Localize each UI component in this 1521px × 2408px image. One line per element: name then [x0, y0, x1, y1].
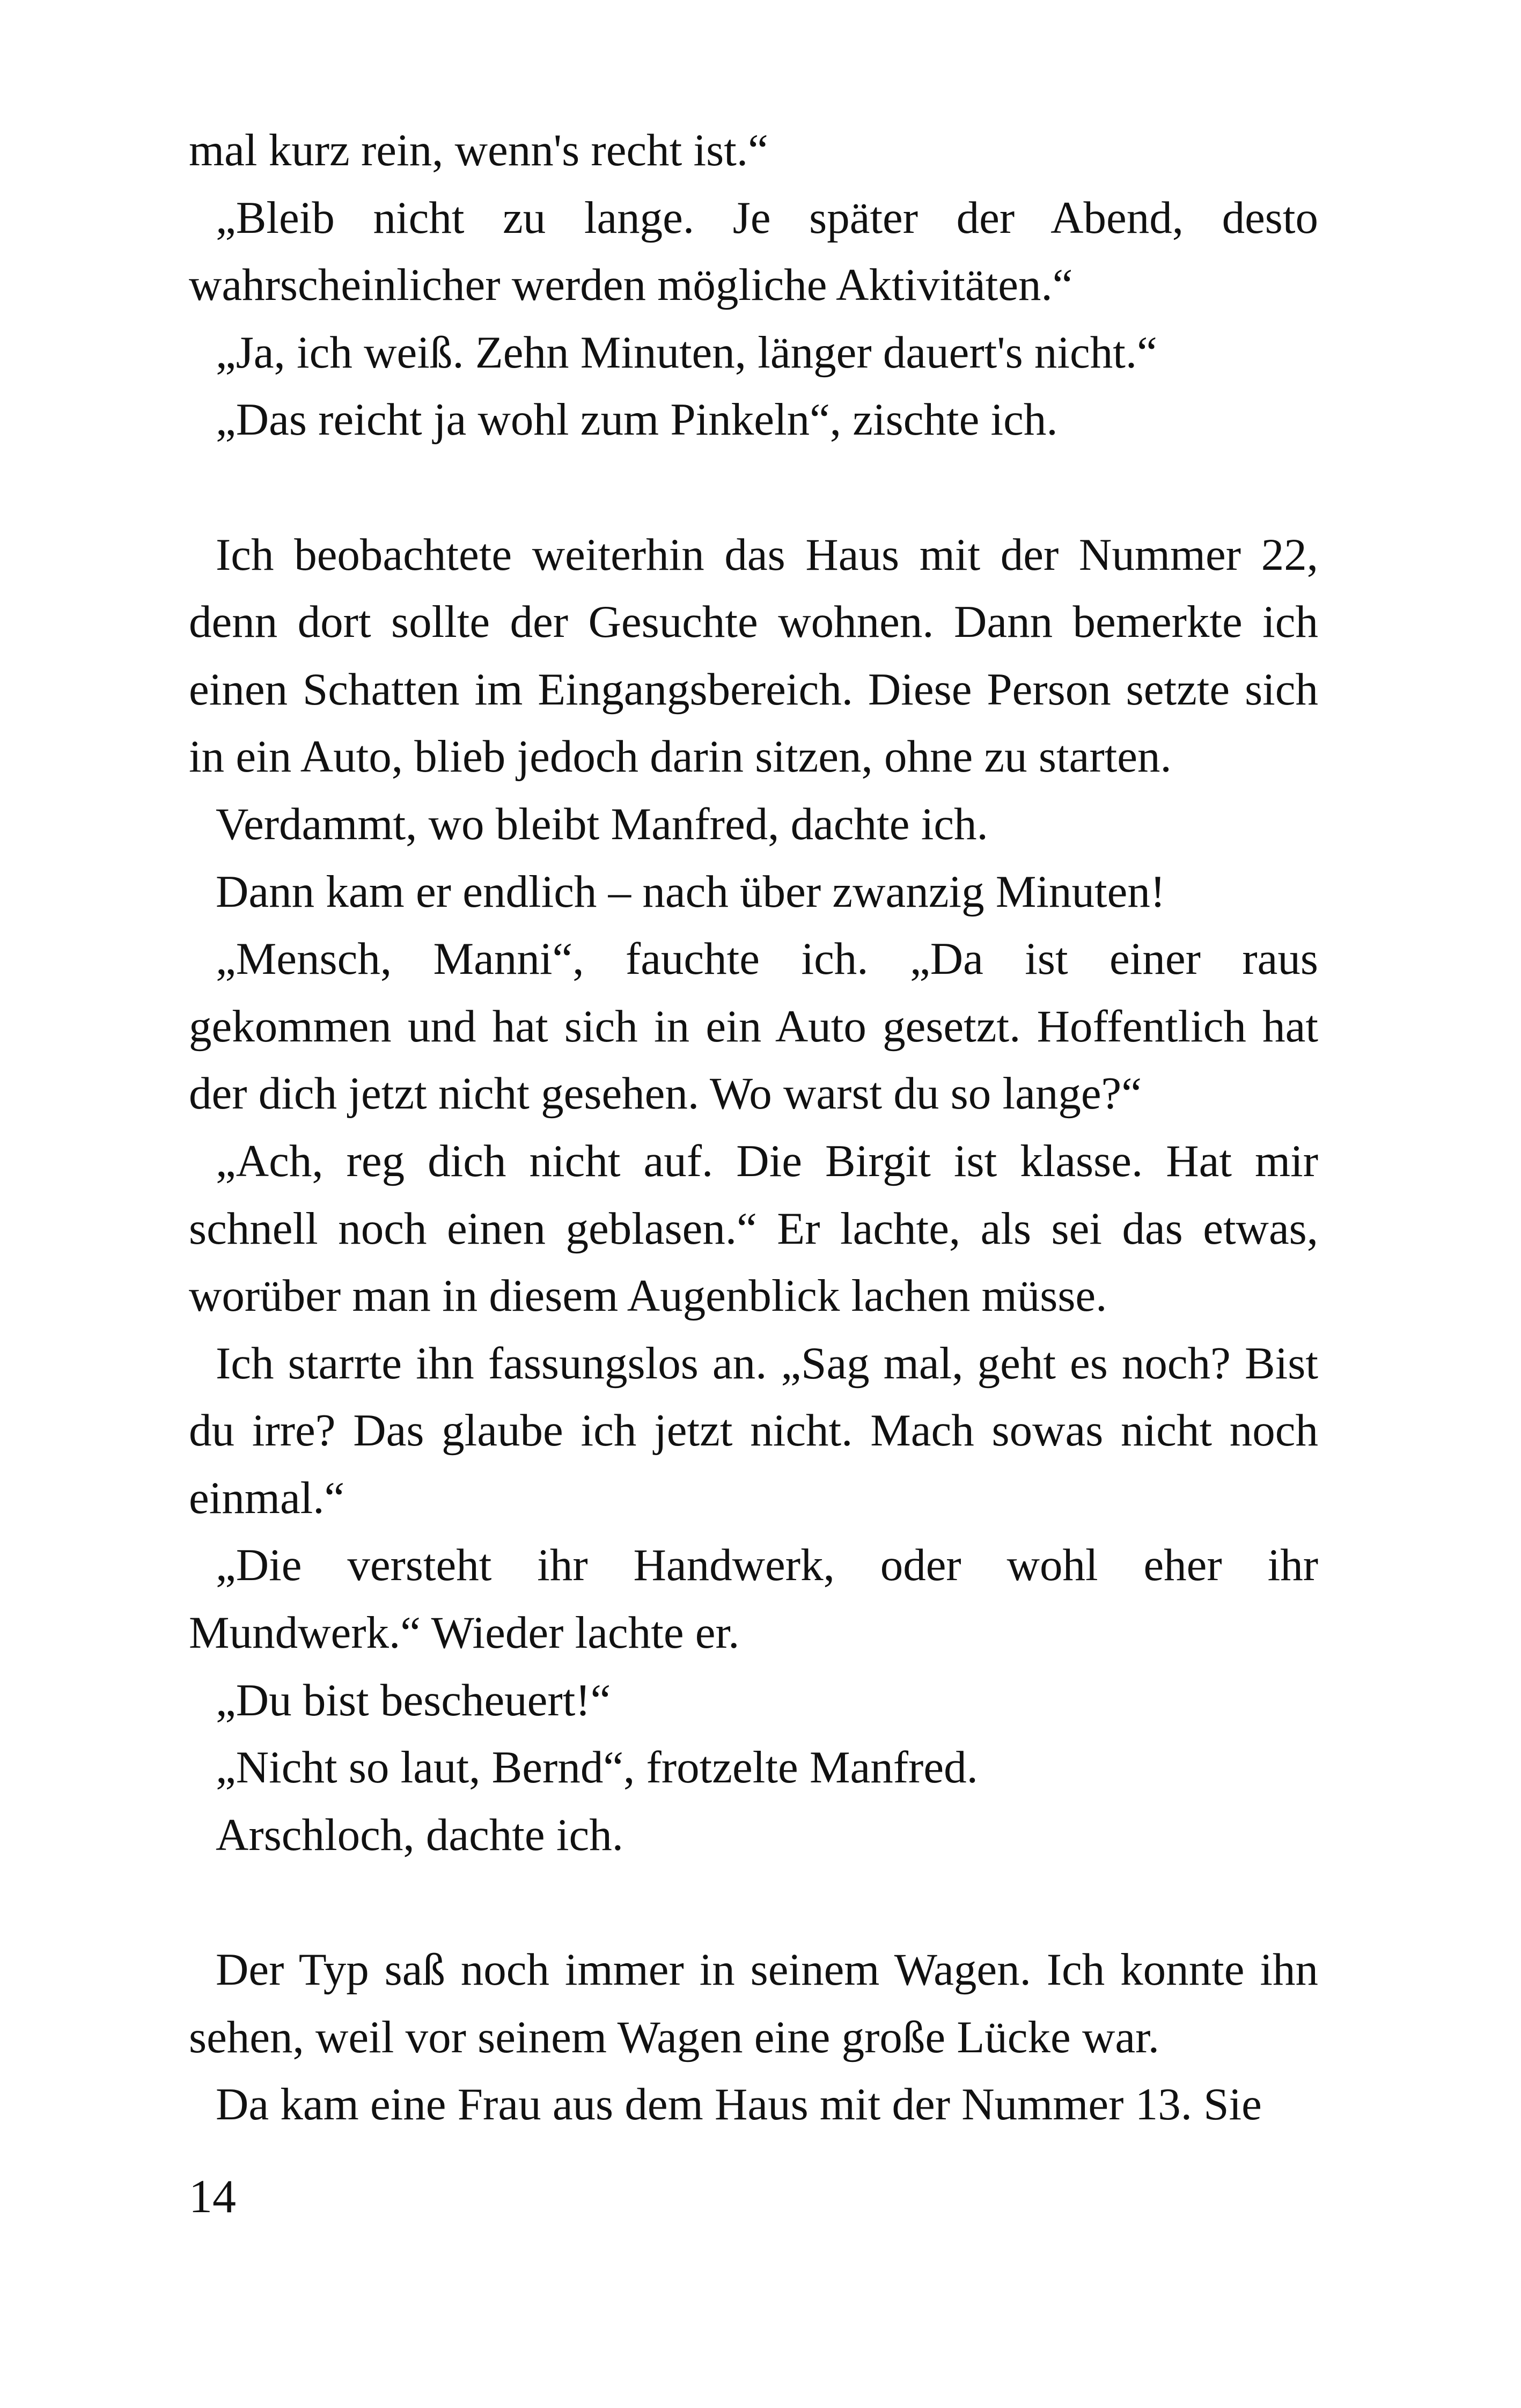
paragraph: Verdammt, wo bleibt Manfred, dachte ich. — [216, 798, 988, 849]
paragraph: „Nicht so laut, Bernd“, frotzelte Manfred. — [216, 1742, 978, 1793]
paragraph: Ich beobachtete weiterhin das Haus mit der Nummer 22, denn dort sollte der Gesuchte wohnen. Dann bemerkte ich einen Schatten im Eingangsbereich. Diese Person setzte sich in ein Auto, blieb jedoch darin sitzen, ohne zu starten. — [189, 529, 1318, 782]
section-break — [189, 454, 1318, 522]
paragraph: „Du bist bescheuert!“ — [216, 1675, 611, 1726]
paragraph: Der Typ saß noch immer in seinem Wagen. Ich konnte ihn sehen, weil vor seinem Wagen eine große Lücke war. — [189, 1944, 1318, 2062]
paragraph: Ich starrte ihn fassungslos an. „Sag mal, geht es noch? Bist du irre? Das glaube ich jetzt nicht. Mach sowas nicht noch einmal.“ — [189, 1338, 1318, 1523]
paragraph: „Bleib nicht zu lange. Je später der Abend, desto wahrscheinlicher werden mögliche Aktivitäten.“ — [189, 192, 1318, 311]
paragraph: Dann kam er endlich – nach über zwanzig Minuten! — [216, 866, 1166, 917]
book-page — [189, 0, 1318, 2408]
paragraph: mal kurz rein, wenn's recht ist.“ — [189, 125, 768, 175]
paragraph: „Ach, reg dich nicht auf. Die Birgit ist klasse. Hat mir schnell noch einen geblasen.“ Er lachte, als sei das etwas, worüber man in diesem Augenblick lachen müsse. — [189, 1135, 1318, 1322]
page-number: 14 — [189, 2171, 236, 2223]
paragraph: „Ja, ich weiß. Zehn Minuten, länger dauert's nicht.“ — [216, 327, 1157, 378]
paragraph: „Die versteht ihr Handwerk, oder wohl eher ihr Mundwerk.“ Wieder lachte er. — [189, 1540, 1318, 1658]
paragraph: „Das reicht ja wohl zum Pinkeln“, zischte ich. — [216, 394, 1058, 445]
paragraph: Arschloch, dachte ich. — [216, 1809, 623, 1860]
paragraph: „Mensch, Manni“, fauchte ich. „Da ist einer raus gekommen und hat sich in ein Auto gesetzt. Hoffentlich hat der dich jetzt nicht gesehen. Wo warst du so lange?“ — [189, 934, 1318, 1119]
paragraph: Da kam eine Frau aus dem Haus mit der Nummer 13. Sie — [216, 2079, 1262, 2130]
section-break — [189, 1869, 1318, 1936]
body-text — [189, 117, 1318, 2139]
